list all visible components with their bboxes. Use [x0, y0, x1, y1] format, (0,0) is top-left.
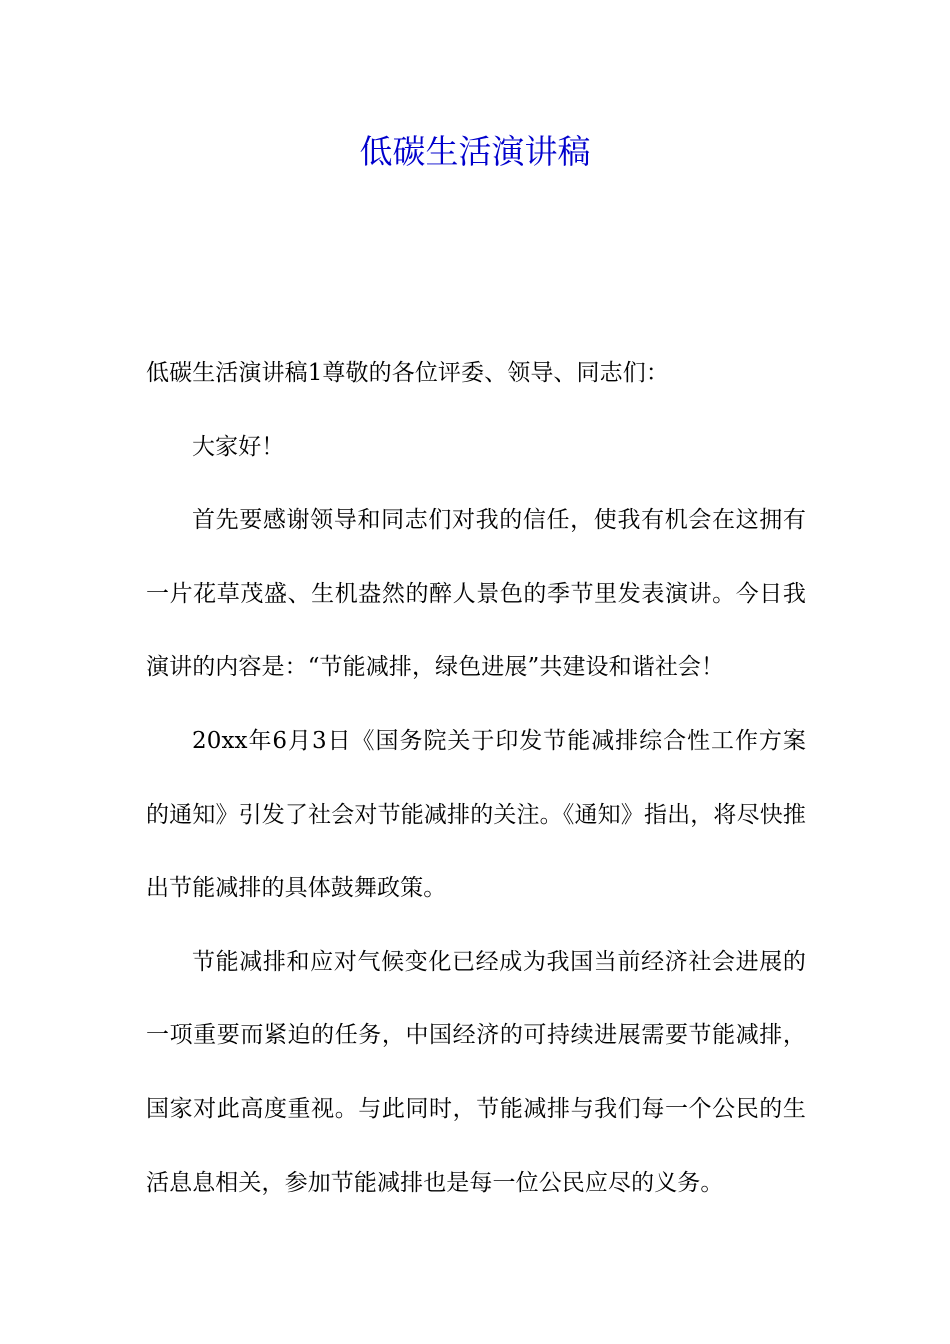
intro-paragraph: 首先要感谢领导和同志们对我的信任，使我有机会在这拥有一片花草茂盛、生机盎然的醉人景色的季节里发表演讲。今日我演讲的内容是：“节能减排，绿色进展”共建设和谐社会！: [146, 507, 806, 681]
salutation-paragraph: 低碳生活演讲稿1尊敬的各位评委、领导、同志们：: [146, 360, 669, 386]
greeting-paragraph: 大家好！: [192, 433, 285, 460]
document-body: [146, 337, 806, 1220]
page-title: 低碳生活演讲稿: [359, 132, 591, 171]
energy-saving-paragraph: 节能减排和应对气候变化已经成为我国当前经济社会进展的一项重要而紧迫的任务，中国经济的可持续进展需要节能减排，国家对此高度重视。与此同时，节能减排与我们每一个公民的生活息息相关，参加节能减排也是每一位公民应尽的义务。: [146, 948, 806, 1196]
notice-paragraph: 20xx年6月3日《国务院关于印发节能减排综合性工作方案的通知》引发了社会对节能减排的关注。《通知》指出，将尽快推出节能减排的具体鼓舞政策。: [146, 727, 806, 902]
